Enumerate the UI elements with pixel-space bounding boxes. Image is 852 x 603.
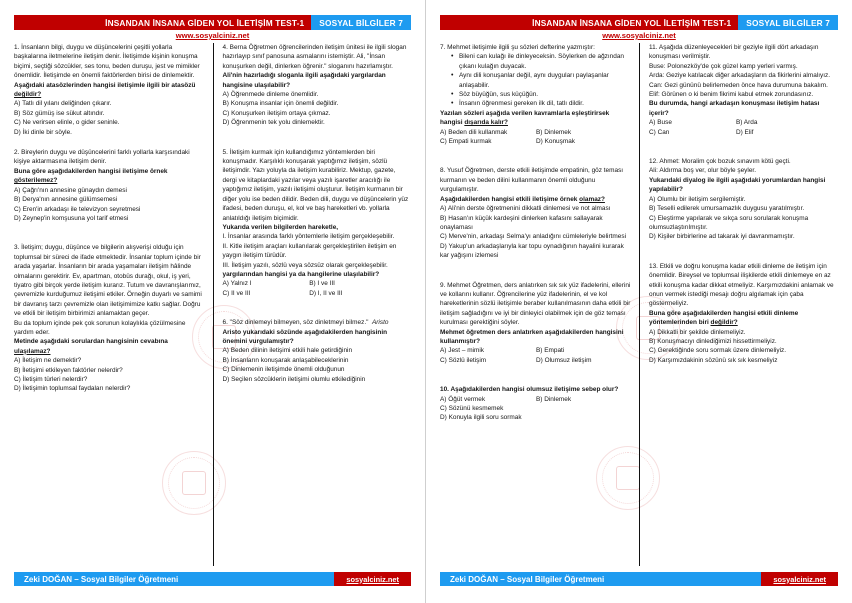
option-b[interactable]: B) I ve III [309, 280, 335, 288]
question-prompt: Yukarıdaki diyalog ile ilgili aşağıdaki yorumlardan hangisi yapılabilir? [649, 176, 826, 194]
question-13 [649, 262, 838, 365]
list-item: • İnsanın öğrenmesi gereken ilk dil, tatlı dildir. [451, 99, 632, 108]
content-columns-left [14, 43, 411, 566]
prompt-emphasis: dışarıda kalır? [464, 119, 508, 127]
question-stem: 2. Bireylerin duygu ve düşüncelerini farklı yollarla karşısındaki kişiye aktarmasına iletişim denir. [14, 149, 190, 166]
option-c[interactable]: C) Merve'nin, arkadaşı Selma'yı anladığını cümleleriyle belirtmesi [440, 233, 626, 241]
option-c[interactable]: C) Can [649, 128, 670, 136]
option-c[interactable]: C) İletişim türleri nelerdir? [14, 376, 88, 383]
question-stem: 8. Yusuf Öğretmen, derste etkili iletişimde empatinin, göz teması kurmanın ve beden dilini kullanmanın önemli olduğunu vurgulamıştır. [440, 167, 624, 194]
option-c[interactable]: C) Eleştirme yapılarak ve sıkça soru sorularak konuşma olumsuzlaştırılmıştır. [649, 214, 809, 231]
question-prompt [440, 195, 632, 204]
option-a[interactable]: A) Jest – mimik [440, 347, 484, 355]
question-stem: 13. Etkili ve doğru konuşma kadar etkili dinleme de iletişim için önemlidir. Bireysel ve toplumsal ilişkilerde etkili dinlemeye en az etkili konuşma kadar dikkat etmeliyiz. Karşımızdakini anlamak ve onun vermek istediği mesajı doğru algılamak için çaba göstermeliyiz. [649, 262, 834, 308]
question-stem: 11. Aşağıda düzenleyecekleri bir geziyle ilgili dört arkadaşın konuşması verilmiştir. [649, 44, 819, 61]
option-d[interactable]: D) Yakup'un arkadaşlarıyla kar topu oynadığının hayalini kurarak kar yağışını izlemesi [440, 242, 624, 260]
option-d[interactable]: D) Elif [735, 128, 754, 136]
question-12 [649, 157, 838, 242]
question-prompt-post: yargılarından hangisi ya da hangilerine ulaşılabilir? [222, 270, 380, 278]
question-2 [14, 148, 206, 223]
quote-author: Aristo [368, 319, 389, 327]
content-columns-right [440, 43, 838, 566]
option-a[interactable]: A) Dikkatli bir şekilde dinlemeliyiz. [649, 328, 746, 336]
header-subject: SOSYAL BİLGİLER 7 [311, 15, 411, 30]
list-item: • Aynı dili konuşanlar değil, aynı duyguları paylaşanlar anlaşabilir. [451, 71, 632, 90]
question-prompt: Mehmet öğretmen ders anlatırken aşağıdakilerden hangisini kullanmıştır? [440, 328, 624, 345]
prompt-text: Buna göre aşağıdakilerden hangisi iletişime örnek [14, 167, 168, 175]
question-prompt: Bu durumda, hangi arkadaşın konuşması iletişim hatası içerir? [649, 100, 820, 117]
roman-statement-ii: II. Kitle iletişim araçları kullanılarak gerçekleştirilen iletişim en yaygın iletişim türüdür. [222, 242, 397, 260]
question-8 [440, 166, 632, 260]
option-a[interactable]: A) Yalnız I [222, 280, 252, 288]
header-website-link[interactable] [14, 31, 411, 40]
header-website-link[interactable] [440, 31, 838, 40]
option-d[interactable]: D) İletişimin toplumsal faydaları nelerdir? [14, 385, 131, 393]
question-stem: 3. İletişim; duygu, düşünce ve bilgilerin alışverişi olduğu için toplumsal bir süreci de ifade etmektedir. İnsanlar toplum içinde bir arada yaşarlar. İnsanların bir arada yaşamaları iletişim hâlinde olmalarını gerektirir. Ev, apartman, otobüs durağı, okul, iş yeri, tiyatro gibi birçok yerde iletişim kurarız. Tutum ve davranışlarımız, çevremizle kurduğumuz iletişimi etkiler. Örneğin duyarlı ve samimi bir davranış tarzı çevremizle olan iletişimimize katkı sağlar. Doğru ve etkili bir iletişim birbirimizi anlamaktan geçer. [14, 244, 202, 318]
quote-list [440, 52, 632, 108]
question-stem-continued: Bu da toplum içinde pek çok sorunun kolaylıkla çözülmesine yardım eder. [14, 319, 186, 336]
question-prompt [14, 167, 206, 186]
prompt-emphasis: değildir? [14, 91, 42, 99]
option-a[interactable]: A) Ali'nin derste öğretmenini dikkatli dinlemesi ve not alması [440, 205, 611, 213]
question-11 [649, 43, 838, 137]
option-b[interactable]: B) Dinlemek [536, 128, 572, 136]
question-prompt [649, 309, 838, 328]
prompt-emphasis: değildir? [710, 319, 738, 327]
option-d[interactable]: D) İki dinle bir söyle. [14, 128, 72, 136]
header-website-text: www.sosyalciniz.net [602, 31, 676, 40]
page-right [426, 0, 852, 603]
column-left-1 [14, 43, 213, 566]
option-b[interactable]: B) Hasan'ın küçük kardeşini dinlerken kafasını sallayarak onaylaması [440, 214, 603, 231]
option-b[interactable]: B) Konuşma insanlar için önemli değildir. [222, 100, 339, 108]
option-d[interactable]: D) Seçilen sözcüklerin iletişimi olumlu etkilediğinin [222, 375, 366, 383]
page-header-right [440, 15, 838, 30]
option-d[interactable]: D) Öğrenmenin tek yolu dinlemektir. [222, 119, 325, 127]
page-footer-left [14, 572, 411, 586]
question-4 [223, 43, 412, 128]
footer-website-link[interactable]: sosyalciniz.net [761, 572, 838, 586]
option-b[interactable]: B) Konuşmacıyı dinlediğimizi hissettirmeliyiz. [649, 337, 777, 345]
question-prompt: Yukarıda verilen bilgilerden hareketle, [222, 223, 339, 231]
question-stem [223, 318, 412, 327]
question-stem: 4. Berna Öğretmen öğrencilerinden iletişim ünitesi ile ilgili slogan hazırlayıp sınıf panosuna asmalarını istemiştir. Ali, "İnsan konuşurken değil, dinlerken öğrenir." sloganını hazırlamıştır. [222, 44, 407, 70]
option-a[interactable]: A) Öğrenmede dinleme önemlidir. [222, 91, 319, 99]
footer-website-link[interactable]: sosyalciniz.net [334, 572, 411, 586]
header-subject: SOSYAL BİLGİLER 7 [738, 15, 838, 30]
option-c[interactable]: C) Gerektiğinde soru sormak üzere dinlemeliyiz. [649, 347, 787, 355]
option-c[interactable]: C) II ve III [222, 289, 251, 297]
option-b[interactable]: B) Arda [735, 119, 758, 127]
roman-statement-iii: III. İletişim yazılı, sözlü veya sözsüz olarak gerçekleşebilir. [222, 261, 388, 269]
prompt-text: Aşağıdaki atasözlerinden hangisi iletişimle ilgili bir atasözü [14, 81, 196, 89]
question-prompt: Ali'nin hazırladığı sloganla ilgili aşağıdaki yargılardan hangisine ulaşılabilir? [222, 72, 386, 89]
header-website-text: www.sosyalciniz.net [175, 31, 250, 40]
options-grid [649, 118, 838, 137]
question-9 [440, 281, 632, 366]
option-d[interactable]: D) Karşımızdakinin sözünü sık sık kesmeliyiz [649, 356, 778, 364]
question-5 [223, 148, 412, 299]
question-6 [223, 318, 412, 384]
option-b[interactable]: B) İnsanların konuşarak anlaşabileceklerinin [222, 356, 349, 364]
option-a[interactable]: A) Beden dili kullanmak [440, 128, 508, 136]
question-stem: 7. Mehmet iletişimle ilgili şu sözleri defterine yazmıştır: [440, 44, 595, 51]
column-right-2 [639, 43, 838, 566]
question-prompt [14, 81, 206, 100]
option-a[interactable]: A) Beden dilinin iletişimi etkili hale getirdiğinin [222, 347, 353, 355]
options-grid [440, 128, 632, 147]
page-footer-right [440, 572, 838, 586]
prompt-emphasis: ulaşılamaz? [14, 347, 51, 355]
question-stem: 5. İletişim kurmak için kullandığımız yöntemlerden biri konuşmadır. Karşılıklı konuşarak yaptığımız iletişim, sözlü iletişimdir. Yazı yoluyla da iletişim kurabiliriz. Mektup, gazete, dergi ve kitaplardaki yazılar veya yazılı işaretler aracılığı ile yaptığımız iletişim, yazılı iletişimi oluşturur. İletişim kurmanın bir diğer yolu ise beden dilidir. Beden dili, duygu ve düşüncelerin yüz ifadesi, beden duruşu, el, kol ve baş hareketleri vb. yollarla anlatıldığı iletişim biçimidir. [222, 148, 409, 222]
question-10 [440, 385, 632, 423]
roman-statement-i: I. İnsanlar arasında farklı yöntemlerle iletişim gerçekleşebilir. [222, 233, 395, 241]
option-a[interactable]: A) Öğüt vermek [440, 395, 486, 403]
page-header-left [14, 15, 411, 30]
prompt-text: Metinde aşağıdaki sorulardan hangisinin cevabına [14, 338, 168, 346]
option-a[interactable]: A) Olumlu bir iletişim sergilemiştir. [649, 195, 746, 203]
option-d[interactable]: D) Zeynep'in komşusuna yol tarif etmesi [14, 214, 129, 222]
option-b[interactable]: B) Teselli edilerek umursamazlık duygusu yaratılmıştır. [649, 205, 805, 213]
quote-text: 6. "Söz dinlemeyi bilmeyen, söz dinletmeyi bilmez." [222, 319, 369, 327]
option-a[interactable]: A) Tatlı dil yılanı deliğinden çıkarır. [14, 100, 112, 108]
dialogue-line-arda: Arda: Geziye katılacak diğer arkadaşların da fikirlerini almalıyız. [649, 72, 831, 80]
option-b[interactable]: B) Söz gümüş ise sükut altındır. [14, 109, 105, 117]
option-d[interactable]: D) Konuyla ilgili soru sormak [440, 414, 522, 422]
question-stem: 1. İnsanların bilgi, duygu ve düşüncelerini çeşitli yollarla başkalarına iletmelerine iletişim denir. İletişimde kişinin konuşma biçimi, seçtiği sözcükler, ses tonu, beden duruşu, jest ve mimikler önemlidir. İletişimde en önemli faktörlerden birisi de dinlemektir. [14, 44, 200, 80]
option-b[interactable]: B) İletişimi etkileyen faktörler nelerdir? [14, 366, 123, 374]
dialogue-line-ali: Ali: Aldırma boş ver, olur böyle şeyler. [649, 167, 756, 175]
option-b[interactable]: B) Derya'nın annesine gülümsemesi [14, 196, 118, 204]
option-c[interactable]: C) Konuşurken iletişim ortaya çıkmaz. [222, 109, 331, 117]
prompt-emphasis: olamaz? [579, 195, 605, 203]
question-3 [14, 243, 206, 394]
prompt-text: Buna göre aşağıdakilerden hangisi etkili dinleme yöntemlerinden biri [649, 309, 799, 327]
question-1 [14, 43, 206, 137]
option-b[interactable]: B) Empati [536, 347, 565, 355]
question-prompt: 10. Aşağıdakilerden hangisi olumsuz iletişime sebep olur? [440, 386, 619, 394]
dialogue-line-elif: Elif: Görünen o ki benim fikrimi kabul etmek zorundasınız. [649, 91, 814, 99]
option-d[interactable]: D) Konuşmak [536, 138, 575, 146]
option-a[interactable]: A) Buse [649, 119, 672, 127]
option-c[interactable]: C) Sözünü kesmemek [440, 405, 504, 412]
options-grid [223, 279, 412, 298]
question-stem: 12. Ahmet: Moralim çok bozuk sınavım kötü geçti. [649, 158, 791, 166]
option-c[interactable]: C) Eren'in arkadaşı ile televizyon seyretmesi [14, 205, 141, 213]
dialogue-line-can: Can: Gezi gününü belirlemeden önce hava durumuna bakalım. [649, 81, 828, 89]
question-prompt [440, 109, 632, 128]
option-d[interactable]: D) Kişiler birbirlerine ad takarak iyi davranmamıştır. [649, 233, 795, 241]
option-a[interactable]: A) Çağrı'nın annesine günaydın demesi [14, 186, 127, 194]
footer-author: Zeki DOĞAN – Sosyal Bilgiler Öğretmeni [440, 572, 761, 586]
prompt-emphasis: gösterilemez? [14, 177, 58, 185]
list-item: • Söz büyüğün, sus küçüğün. [451, 90, 632, 99]
column-left-2 [213, 43, 412, 566]
list-item: • Bileni can kulağı ile dinleyeceksin. Söylerken de ağzından çıkanı kulağın duyacak. [451, 52, 632, 71]
header-title: İNSANDAN İNSANA GİDEN YOL İLETİŞİM TEST-1 [14, 15, 311, 30]
question-7 [440, 43, 632, 146]
prompt-text: Aşağıdakilerden hangisi etkili iletişime örnek [440, 195, 580, 203]
question-prompt [14, 337, 206, 356]
option-c[interactable]: C) Ne verirsen elinle, o gider seninle. [14, 119, 120, 127]
options-grid [440, 395, 632, 404]
options-grid [440, 346, 632, 365]
option-d[interactable]: D) Olumsuz iletişim [536, 356, 592, 364]
option-d[interactable]: D) I, II ve III [309, 289, 343, 297]
header-title: İNSANDAN İNSANA GİDEN YOL İLETİŞİM TEST-1 [440, 15, 738, 30]
option-c[interactable]: C) Sözlü iletişim [440, 356, 487, 364]
option-c[interactable]: C) Empati kurmak [440, 138, 492, 146]
dialogue-line-buse: Buse: Polonezköy'de çok güzel kamp yerleri varmış. [649, 62, 798, 70]
option-a[interactable]: A) İletişim ne demektir? [14, 357, 82, 365]
option-c[interactable]: C) Dinlemenin iletişimde önemli olduğunun [222, 366, 345, 374]
option-b[interactable]: B) Dinlemek [536, 395, 572, 403]
footer-author: Zeki DOĞAN – Sosyal Bilgiler Öğretmeni [14, 572, 334, 586]
prompt-text: Yazılan sözleri aşağıda verilen kavramlarla eşleştirirsek hangisi [440, 109, 610, 127]
question-prompt: Aristo yukarıdaki sözünde aşağıdakilerden hangisinin önemini vurgulamıştır? [222, 328, 388, 345]
question-stem: 9. Mehmet Öğretmen, ders anlatırken sık sık yüz ifadelerini, ellerini ve kollarını kullanır. Öğrencilerine yüz ifadelerinin, el ve kol hareketlerinin sözlü iletişimle beraber kullanılmasının daha etkili bir iletişim sağladığını ve iyi bir dinleyici olabilmek için de göz teması kurulması gerektiğini söyler. [440, 281, 631, 327]
column-right-1 [440, 43, 639, 566]
